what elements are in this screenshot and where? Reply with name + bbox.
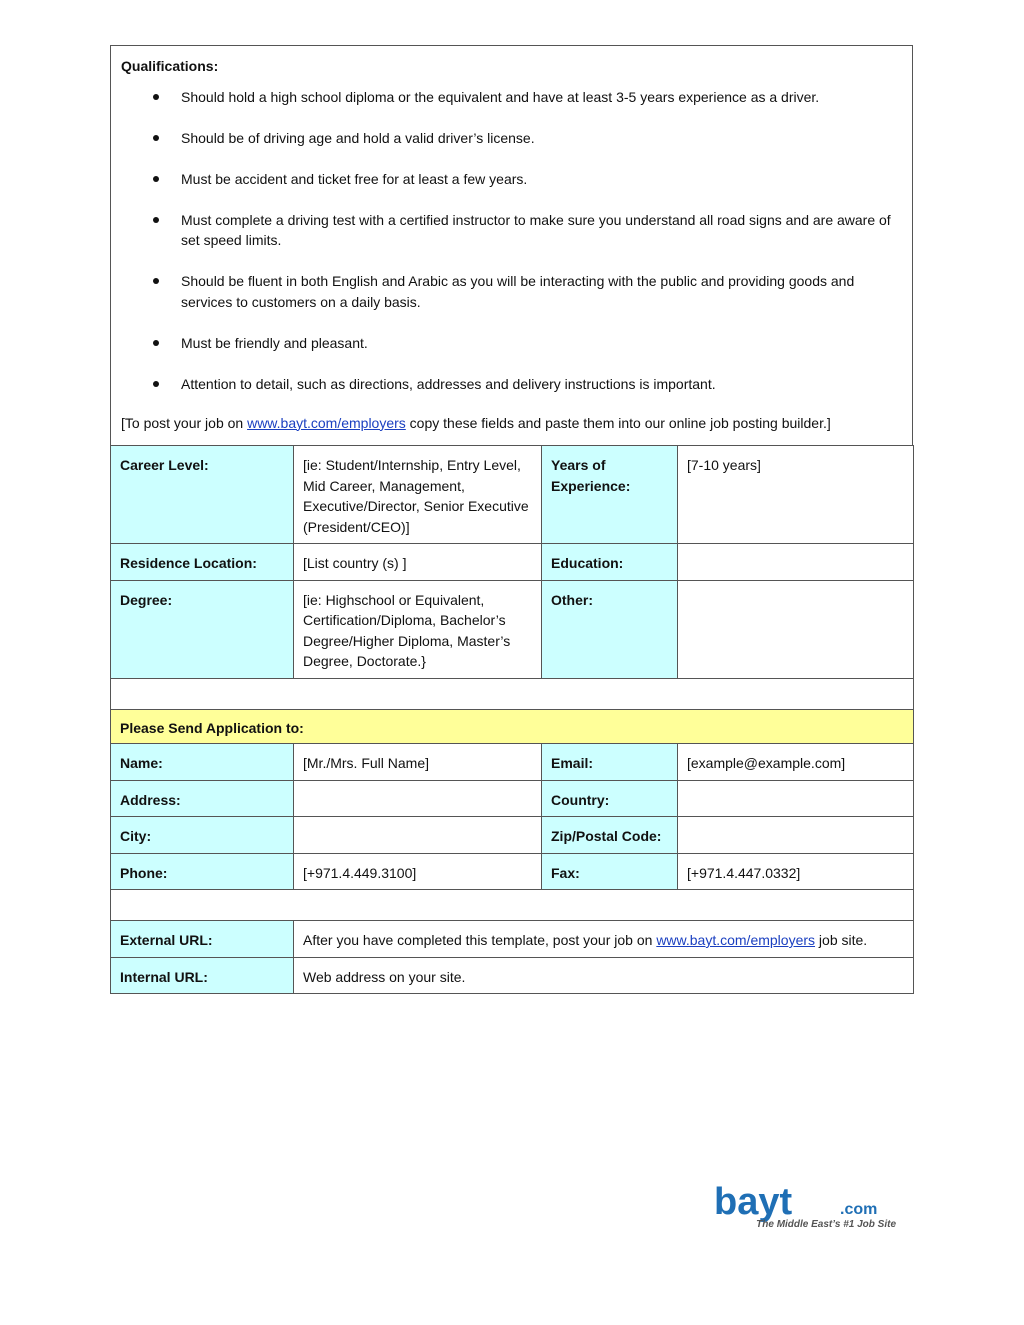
fax-value: [+971.4.447.0332] — [678, 853, 914, 890]
table-row — [111, 780, 914, 817]
note-prefix: [To post your job on — [121, 414, 248, 431]
table-row — [111, 446, 914, 544]
employers-link[interactable]: www.bayt.com/employers — [247, 414, 406, 431]
list-item: Should be of driving age and hold a valid driver’s license. — [121, 128, 902, 149]
table-row — [111, 957, 914, 994]
posting-note — [121, 413, 902, 434]
other-label: Other: — [542, 580, 678, 678]
table-row — [111, 817, 914, 854]
country-label: Country: — [542, 780, 678, 817]
zip-label: Zip/Postal Code: — [542, 817, 678, 854]
education-value — [678, 544, 914, 581]
external-url-value — [294, 921, 914, 958]
other-value — [678, 580, 914, 678]
job-template-page — [110, 45, 913, 994]
career-level-value: [ie: Student/Internship, Entry Level, Mid Career, Management, Executive/Director, Senior Executive (President/CEO)] — [294, 446, 542, 544]
application-header-row — [111, 709, 914, 744]
logo-brand: bayt — [714, 1183, 793, 1223]
fax-label: Fax: — [542, 853, 678, 890]
degree-value: [ie: Highschool or Equivalent, Certification/Diploma, Bachelor’s Degree/Higher Diploma, Master’s Degree, Doctorate.} — [294, 580, 542, 678]
bayt-logo — [712, 1183, 902, 1233]
spacer-row — [111, 678, 914, 709]
name-value: [Mr./Mrs. Full Name] — [294, 744, 542, 781]
phone-value: [+971.4.449.3100] — [294, 853, 542, 890]
table-row — [111, 544, 914, 581]
table-row — [111, 853, 914, 890]
table-row — [111, 744, 914, 781]
spacer-cell — [111, 678, 914, 709]
country-value — [678, 780, 914, 817]
application-header: Please Send Application to: — [111, 709, 914, 744]
logo-tagline: The Middle East’s #1 Job Site — [756, 1219, 896, 1230]
zip-value — [678, 817, 914, 854]
address-label: Address: — [111, 780, 294, 817]
job-fields-table — [110, 445, 914, 994]
list-item: Attention to detail, such as directions, addresses and delivery instructions is important. — [121, 374, 902, 395]
note-suffix: copy these fields and paste them into our online job posting builder.] — [405, 414, 831, 431]
spacer-cell — [111, 890, 914, 921]
residence-value: [List country (s) ] — [294, 544, 542, 581]
list-item: Must complete a driving test with a certified instructor to make sure you understand all road signs and are aware of set speed limits. — [121, 210, 902, 251]
career-level-label: Career Level: — [111, 446, 294, 544]
qualifications-section — [110, 45, 913, 445]
city-label: City: — [111, 817, 294, 854]
experience-value: [7-10 years] — [678, 446, 914, 544]
table-row — [111, 580, 914, 678]
residence-label: Residence Location: — [111, 544, 294, 581]
external-prefix: After you have completed this template, post your job on — [303, 932, 657, 948]
experience-label: Years of Experience: — [542, 446, 678, 544]
phone-label: Phone: — [111, 853, 294, 890]
degree-label: Degree: — [111, 580, 294, 678]
internal-url-value: Web address on your site. — [294, 957, 914, 994]
list-item: Should hold a high school diploma or the equivalent and have at least 3-5 years experience as a driver. — [121, 87, 902, 108]
external-employers-link[interactable]: www.bayt.com/employers — [656, 932, 816, 948]
city-value — [294, 817, 542, 854]
email-label: Email: — [542, 744, 678, 781]
internal-url-label: Internal URL: — [111, 957, 294, 994]
spacer-row — [111, 890, 914, 921]
address-value — [294, 780, 542, 817]
qualifications-title: Qualifications: — [121, 58, 219, 74]
logo-suffix: .com — [840, 1201, 878, 1218]
external-suffix: job site. — [815, 932, 868, 948]
qualifications-list — [121, 87, 902, 395]
email-value: [example@example.com] — [678, 744, 914, 781]
list-item: Must be accident and ticket free for at least a few years. — [121, 169, 902, 190]
education-label: Education: — [542, 544, 678, 581]
list-item: Should be fluent in both English and Arabic as you will be interacting with the public and providing goods and services to customers on a daily basis. — [121, 271, 902, 312]
external-url-label: External URL: — [111, 921, 294, 958]
name-label: Name: — [111, 744, 294, 781]
list-item: Must be friendly and pleasant. — [121, 333, 902, 354]
table-row — [111, 921, 914, 958]
